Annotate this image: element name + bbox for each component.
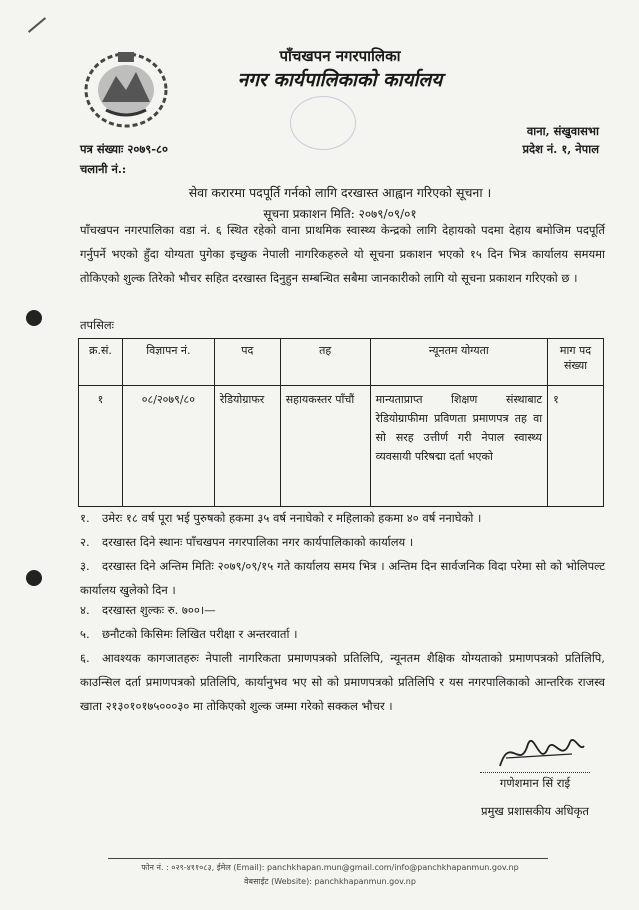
table-header-row (79, 339, 604, 386)
cell-level: सहायकस्तर पाँचौं (280, 386, 370, 507)
punch-hole-icon (26, 310, 42, 326)
list-item: ५. छनौटको किसिमः लिखित परीक्षा र अन्तरवार्ता । (80, 627, 298, 641)
office-name: नगर कार्यपालिकाको कार्यालय (237, 69, 443, 91)
list-item: ६. आवश्यक कागजातहरुः नेपाली नागरिकता प्रमाणपत्रको प्रतिलिपि, न्यूनतम शैक्षिक योग्यताको प्रमाणपत्रको प्रतिलिपि, काउन्सिल दर्ता प्रमाणपत्रको प्रतिलिपि, कार्यानुभव भए सो को प्रमाणपत्रको प्रतिलिपि र यस नगरपालिकाको आन्तरिक राजस्व खाता २१३०१०१७५०००३० मा तोकिएको शुल्क जम्मा गरेको सक्कल भौचर । (80, 651, 605, 713)
pen-mark (28, 17, 46, 33)
address-line: वाना, संखुवासभा (526, 124, 599, 138)
header-serial: क्र.सं. (79, 339, 123, 386)
punch-hole-icon (26, 570, 42, 586)
reference-number: पत्र संख्याः २०७९-८० (80, 142, 169, 156)
header-qualification: न्यूनतम योग्यता (370, 339, 547, 386)
footer-divider (108, 858, 548, 859)
list-item: ३. दरखास्त दिने अन्तिम मितिः २०७९/०९/१५ गते कार्यालय समय भित्र । अन्तिम दिन सार्वजनिक विदा परेमा सो को भोलिपल्ट कार्यालय खुलेको दिन । (80, 559, 605, 597)
signature-line (480, 772, 590, 773)
cell-qualification: मान्यताप्राप्त शिक्षण संस्थाबाट रेडियोग्राफीमा प्रविणता प्रमाणपत्र तह वा सो सरह उत्तीर्ण गरी नेपाल स्वास्थ्य व्यवसायी परिषद्मा दर्ता भएको (370, 386, 547, 507)
vacancy-table (78, 338, 604, 507)
header-positions: माग पद संख्या (548, 339, 604, 386)
cell-post: रेडियोग्राफर (214, 386, 280, 507)
header-level: तह (280, 339, 370, 386)
notice-title: सेवा करारमा पदपूर्ति गर्नको लागि दरखास्त आह्वान गरिएको सूचना । (188, 185, 492, 200)
publish-date: सूचना प्रकाशन मिति: २०७९/०९/०१ (263, 207, 417, 221)
footer-contact: फोन नं. : ०२९-४११०८३, ईमेल (Email): panchkhapan.mun@gmail.com/info@panchkhapanmun.gov.np (141, 863, 519, 872)
footer-website: वेबसाईट (Website): panchkhapanmun.gov.np (244, 877, 416, 886)
cell-serial: १ (79, 386, 123, 507)
office-seal-icon (290, 96, 356, 150)
cell-positions: १ (548, 386, 604, 507)
details-label: तपसिलः (80, 318, 114, 332)
list-item: १. उमेरः १८ वर्ष पूरा भई पुरुषको हकमा ३५ वर्ष ननाघेको र महिलाको हकमा ४० वर्ष ननाघेको । (80, 511, 482, 525)
list-item: ४. दरखास्त शुल्कः रु. ७००।— (80, 603, 216, 617)
dispatch-number: चलानी नं.: (80, 162, 127, 176)
municipality-name: पाँचखपन नगरपालिका (279, 47, 401, 65)
nepal-emblem-icon (80, 46, 172, 132)
cell-advert-no: ०८/२०७९/८० (122, 386, 214, 507)
notice-body: पाँचखपन नगरपालिका वडा नं. ६ स्थित रहेको वाना प्राथमिक स्वास्थ्य केन्द्रको लागि देहायको पदमा देहाय बमोजिम पदपूर्ति गर्नुपर्ने भएको हुँदा योग्यता पुगेका इच्छुक नेपाली नागरिकहरुले यो सूचना प्रकाशन भएको १५ दिन भित्र कार्यालय समयमा तोकिएको शुल्क तिरेको भौचर सहित दरखास्त दिनुहुन सम्बन्धित सबैमा जानकारीको लागि यो सूचना प्रकाशन गरिएको छ । (80, 223, 605, 285)
header-post: पद (214, 339, 280, 386)
list-item: २. दरखास्त दिने स्थानः पाँचखपन नगरपालिका नगर कार्यपालिकाको कार्यालय । (80, 535, 414, 549)
signatory-designation: प्रमुख प्रशासकीय अधिकृत (481, 804, 589, 818)
table-row (79, 386, 604, 507)
signature-icon (492, 728, 587, 776)
signatory-name: गणेशमान सिं राई (499, 776, 571, 790)
province-line: प्रदेश नं. १, नेपाल (522, 142, 599, 156)
header-advert-no: विज्ञापन नं. (122, 339, 214, 386)
